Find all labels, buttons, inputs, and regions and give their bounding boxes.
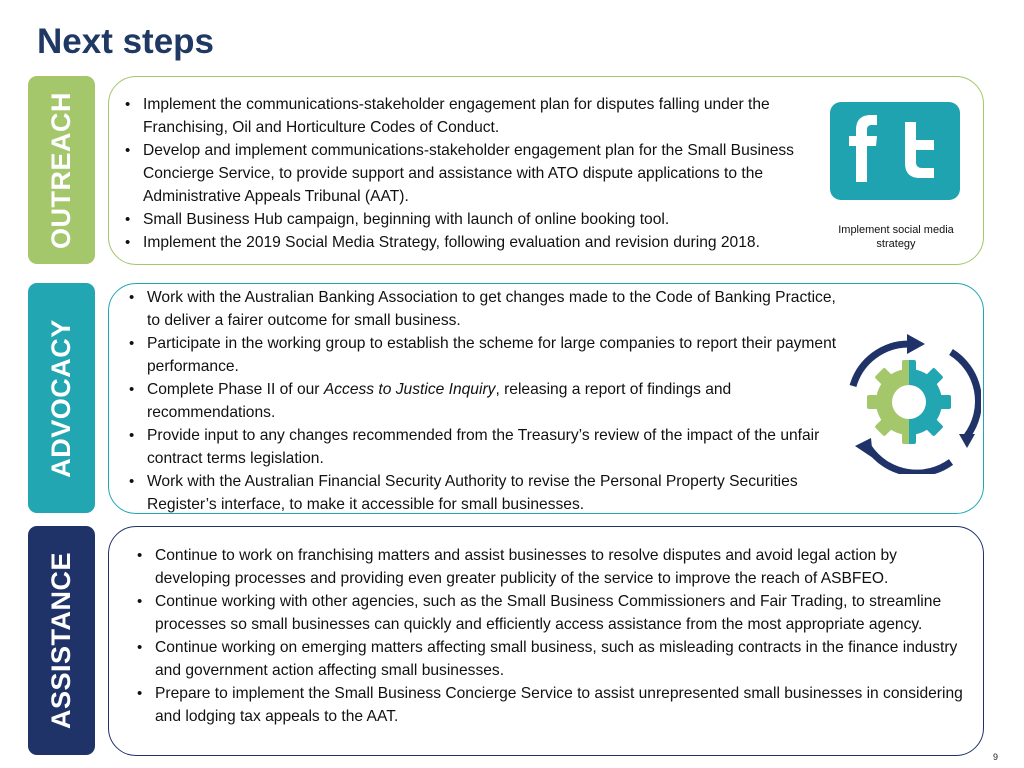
assistance-item: • Prepare to implement the Small Business Concierge Service to assist unrepresented small businesses in considering and lodging tax appeals to the AAT.	[133, 682, 971, 728]
assistance-item: • Continue working on emerging matters affecting small business, such as misleading contracts in the finance industry and government action affecting small businesses.	[133, 636, 971, 682]
section-label-advocacy: ADVOCACY	[46, 318, 77, 478]
advocacy-item: • Work with the Australian Financial Security Authority to revise the Personal Property Securities Register’s interface, to make it accessible for small businesses.	[125, 470, 837, 516]
page-title: Next steps	[37, 22, 215, 61]
outreach-item: • Small Business Hub campaign, beginning with launch of online booking tool.	[121, 208, 821, 231]
advocacy-item-text: Complete Phase II of our	[147, 381, 324, 398]
social-media-image	[830, 102, 960, 200]
outreach-panel	[108, 76, 984, 265]
advocacy-item	[125, 378, 837, 424]
twitter-icon	[905, 122, 934, 178]
assistance-list	[133, 544, 971, 728]
assistance-item: • Continue working with other agencies, such as the Small Business Commissioners and Fair Trading, to streamline processes so small businesses can quickly and efficiently access assistance from the most appropriate agency.	[133, 590, 971, 636]
section-tab-outreach	[28, 76, 95, 264]
advocacy-item: • Participate in the working group to establish the scheme for large companies to report their payment performance.	[125, 332, 837, 378]
assistance-panel	[108, 526, 984, 756]
gear-cycle-icon	[843, 326, 981, 474]
section-tab-advocacy	[28, 283, 95, 513]
advocacy-panel	[108, 283, 984, 514]
advocacy-item: • Provide input to any changes recommended from the Treasury’s review of the impact of the unfair contract terms legislation.	[125, 424, 837, 470]
advocacy-item-text: , releasing a report of findings and recommendations.	[147, 381, 732, 421]
advocacy-item: • Work with the Australian Banking Association to get changes made to the Code of Banking Practice, to deliver a fairer outcome for small business.	[125, 286, 837, 332]
page-number: 9	[993, 752, 999, 762]
outreach-item: • Develop and implement communications-stakeholder engagement plan for the Small Business Concierge Service, to provide support and assistance with ATO dispute applications to the Administrative Appeals Tribunal (AAT).	[121, 139, 821, 208]
section-label-assistance: ASSISTANCE	[46, 551, 76, 730]
section-tab-assistance	[28, 526, 95, 755]
assistance-item: • Continue to work on franchising matters and assist businesses to resolve disputes and avoid legal action by developing processes and providing even greater publicity of the service to improve the reach of ASBFEO.	[133, 544, 971, 590]
outreach-item: • Implement the communications-stakeholder engagement plan for disputes falling under the Franchising, Oil and Horticulture Codes of Conduct.	[121, 93, 821, 139]
outreach-list	[121, 93, 821, 254]
outreach-item: • Implement the 2019 Social Media Strategy, following evaluation and revision during 2018.	[121, 231, 821, 254]
inquiry-title: Access to Justice Inquiry	[323, 381, 496, 398]
facebook-icon	[849, 115, 877, 182]
gear-icon	[867, 360, 951, 444]
section-label-outreach: OUTREACH	[46, 91, 76, 249]
advocacy-list	[125, 286, 837, 516]
social-media-caption: Implement social media strategy	[838, 224, 954, 250]
